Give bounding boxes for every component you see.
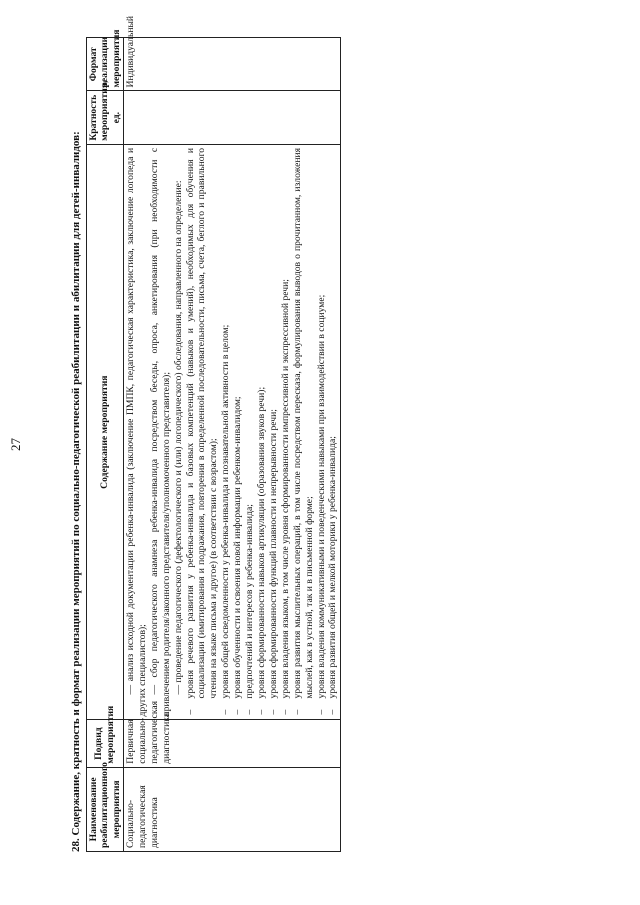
header-format: Формат реализации мероприятия (86, 38, 124, 91)
header-multiplicity: Кратность мероприятия, ед. (86, 91, 124, 144)
content-paragraph: — сбор педагогического анамнеза ребенка-инвалида посредством беседы, опроса, анкетирования (при необходимости с привлечением родителя/законного представителя/уполномоченного представителя); (148, 147, 172, 717)
cell-content (124, 144, 341, 720)
header-name: Наименование реабилитационного мероприятия (86, 767, 124, 851)
cell-name: Социально-педагогическая диагностика (124, 767, 341, 851)
measures-table (86, 15, 342, 852)
cell-multiplicity (124, 91, 341, 144)
list-item: – предпочтений и интересов у ребенка-инвалида; (244, 148, 256, 717)
table-header-row (86, 38, 124, 852)
list-item: – уровня владения коммуникативными и поведенческими навыками при взаимодействии в социуме; (316, 148, 328, 717)
header-content: Содержание мероприятия (86, 144, 124, 720)
rotated-page (8, 15, 630, 852)
list-item: – уровня развития общей и мелкой моторики у ребенка-инвалида; (327, 148, 339, 717)
table-row (124, 38, 341, 852)
content-list (185, 148, 340, 717)
list-item: – уровня владения языком, в том числе уровня сформированности импрессивной и экспрессивной речи; (280, 148, 292, 717)
list-item: – уровня сформированности функций плавности и непрерывности речи; (268, 148, 280, 717)
list-item: – уровня обученности и освоения новой информации ребенком-инвалидом; (232, 148, 244, 717)
list-item: – уровня сформированности навыков артикуляции (образования звуков речи); (256, 148, 268, 717)
list-item: – уровня развития мыслительных операций, в том числе посредством пересказа, формулирования выводов о прочитанном, изложения мыслей, как в устной, так и в письменной форме; (292, 148, 316, 717)
list-item: – уровня общей осведомленности у ребенка-инвалида и познавательной активности в целом; (220, 148, 232, 717)
document-title: 28. Содержание, кратность и формат реализации мероприятий по социально-педагогической реабилитации и абилитации для детей-инвалидов: (70, 131, 82, 852)
content-paragraph: — анализ исходной документации ребенка-инвалида (заключение ПМПК, педагогическая характеристика, заключение логопеда и других специалистов); (125, 147, 148, 717)
header-subtype: Подвид мероприятия (86, 720, 124, 767)
cell-format: Индивидуальный (124, 38, 341, 91)
list-item: – уровня речевого развития у ребенка-инвалида и базовых компетенций (навыков и умений), необходимых для обучения и социализации (имитирования и подражания, повторения в определенной последовательности, письма, счета, беглого и правильного чтения на языке письма и другое) (в соответствии с возрастом); (185, 148, 221, 717)
cell-subtype: Первичная социально-педагогическая диагностика (124, 720, 341, 767)
page-number: 27 (8, 438, 23, 451)
content-paragraph: — проведение педагогического (дефектологического и (или) логопедического) обследования, направленного на определение: (172, 180, 184, 695)
